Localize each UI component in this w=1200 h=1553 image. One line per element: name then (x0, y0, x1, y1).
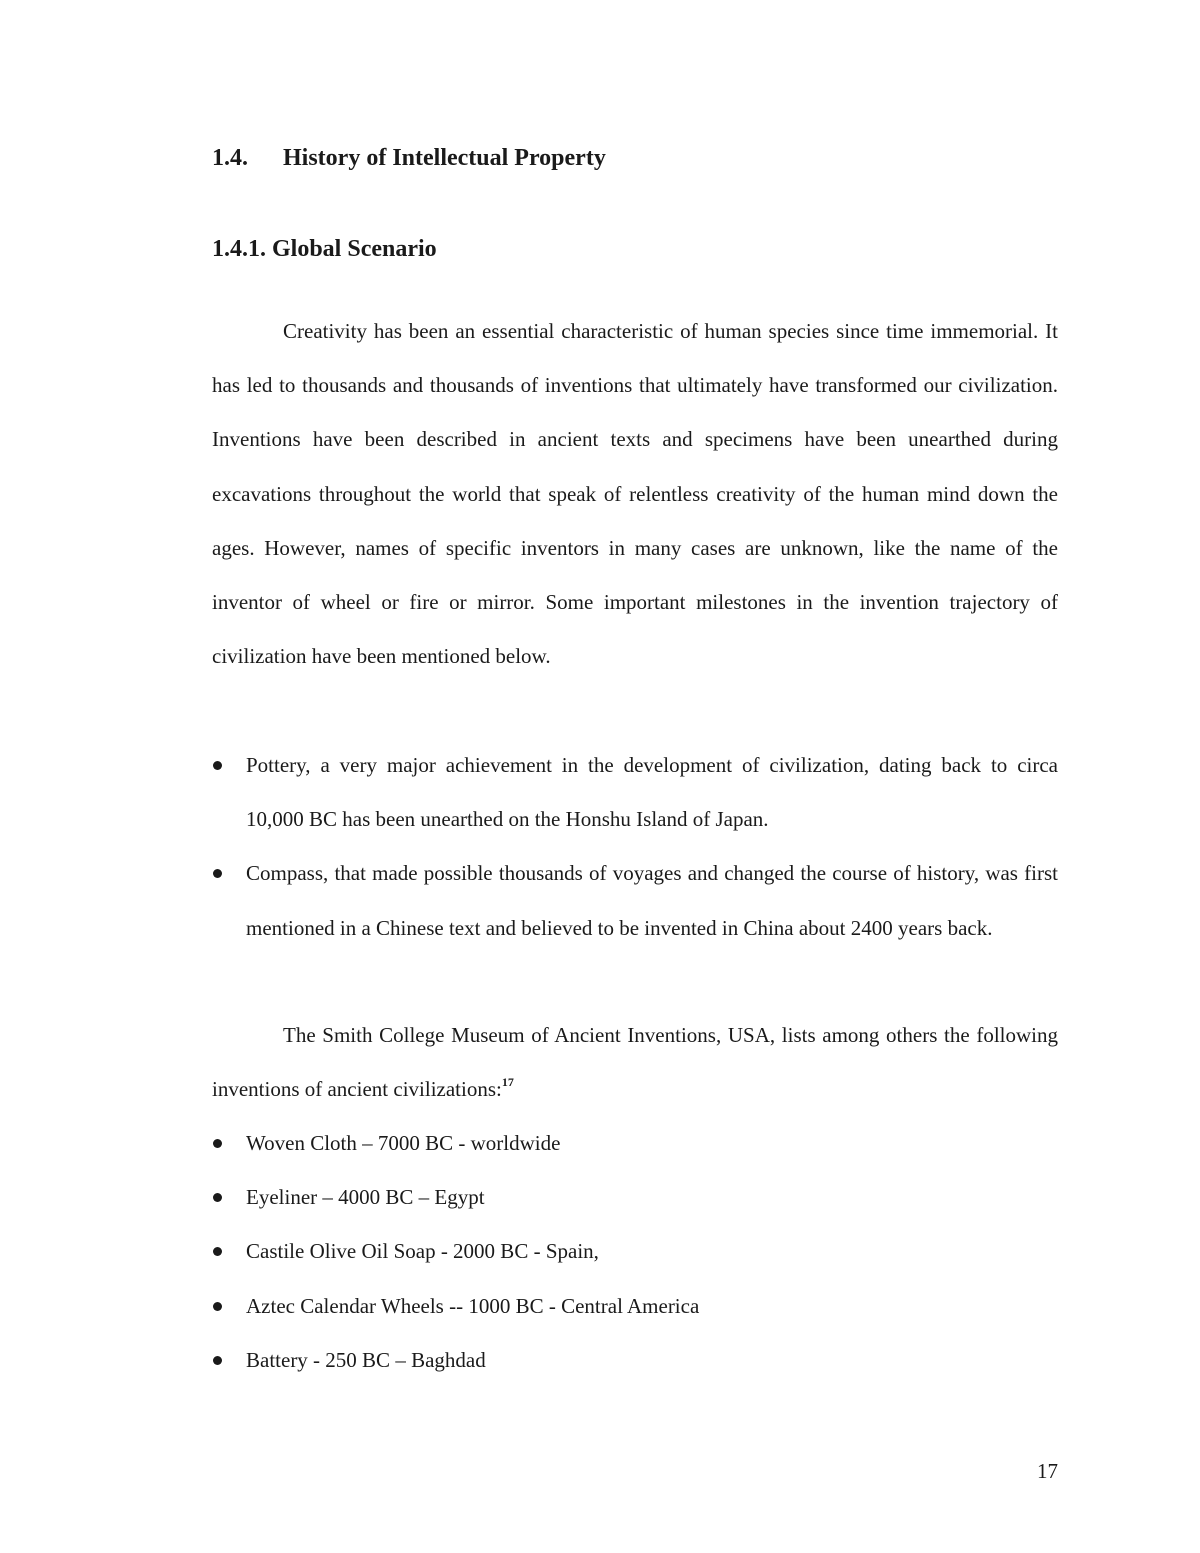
bullet-icon (213, 1302, 222, 1311)
list-item (212, 1170, 1058, 1224)
inventions-list (212, 1116, 1058, 1387)
list-item-text: Aztec Calendar Wheels -- 1000 BC - Central America (246, 1293, 700, 1318)
list-item (212, 1279, 1058, 1333)
list-item (212, 1224, 1058, 1278)
bullet-icon (213, 761, 222, 770)
list-item (212, 1333, 1058, 1387)
list-item-text: Eyeliner – 4000 BC – Egypt (246, 1185, 485, 1210)
intro-paragraph: Creativity has been an essential characteristic of human species since time immemorial. It has led to thousands and thousands of inventions that ultimately have transformed our civilization. Inventions have been described in ancient texts and specimens have been unearthed during excavations throughout the world that speak of relentless creativity of the human mind down the ages. However, names of specific inventors in many cases are unknown, like the name of the inventor of wheel or fire or mirror. Some important milestones in the invention trajectory of civilization have been mentioned below. (212, 319, 1058, 669)
list-item (212, 1116, 1058, 1170)
section-title: History of Intellectual Property (283, 145, 606, 171)
section-heading (212, 143, 606, 173)
section-number: 1.4. (212, 145, 248, 171)
bullet-icon (213, 1139, 222, 1148)
page-number: 17 (1037, 1459, 1058, 1483)
museum-paragraph (212, 1008, 1058, 1116)
bullet-icon (213, 869, 222, 878)
list-item-text: Compass, that made possible thousands of voyages and changed the course of history, was first mentioned in a Chinese text and believed to be invented in China about 2400 years back. (246, 861, 1058, 940)
list-item-text: Pottery, a very major achievement in the development of civilization, dating back to circa 10,000 BC has been unearthed on the Honshu Island of Japan. (246, 753, 1058, 832)
list-item (212, 738, 1058, 846)
footnote-reference: 17 (501, 1075, 514, 1090)
list-item-text: Woven Cloth – 7000 BC - worldwide (246, 1131, 561, 1155)
list-item-text: Battery - 250 BC – Baghdad (246, 1347, 486, 1372)
museum-paragraph-text: The Smith College Museum of Ancient Inventions, USA, lists among others the following inventions of ancient civilizations: (212, 1023, 1058, 1102)
subsection-heading: 1.4.1. Global Scenario (212, 236, 437, 262)
list-item (212, 846, 1058, 954)
bullet-icon (213, 1247, 222, 1256)
list-item-text: Castile Olive Oil Soap - 2000 BC - Spain, (246, 1239, 599, 1264)
milestones-list (212, 738, 1058, 955)
bullet-icon (213, 1193, 222, 1202)
bullet-icon (213, 1356, 222, 1365)
